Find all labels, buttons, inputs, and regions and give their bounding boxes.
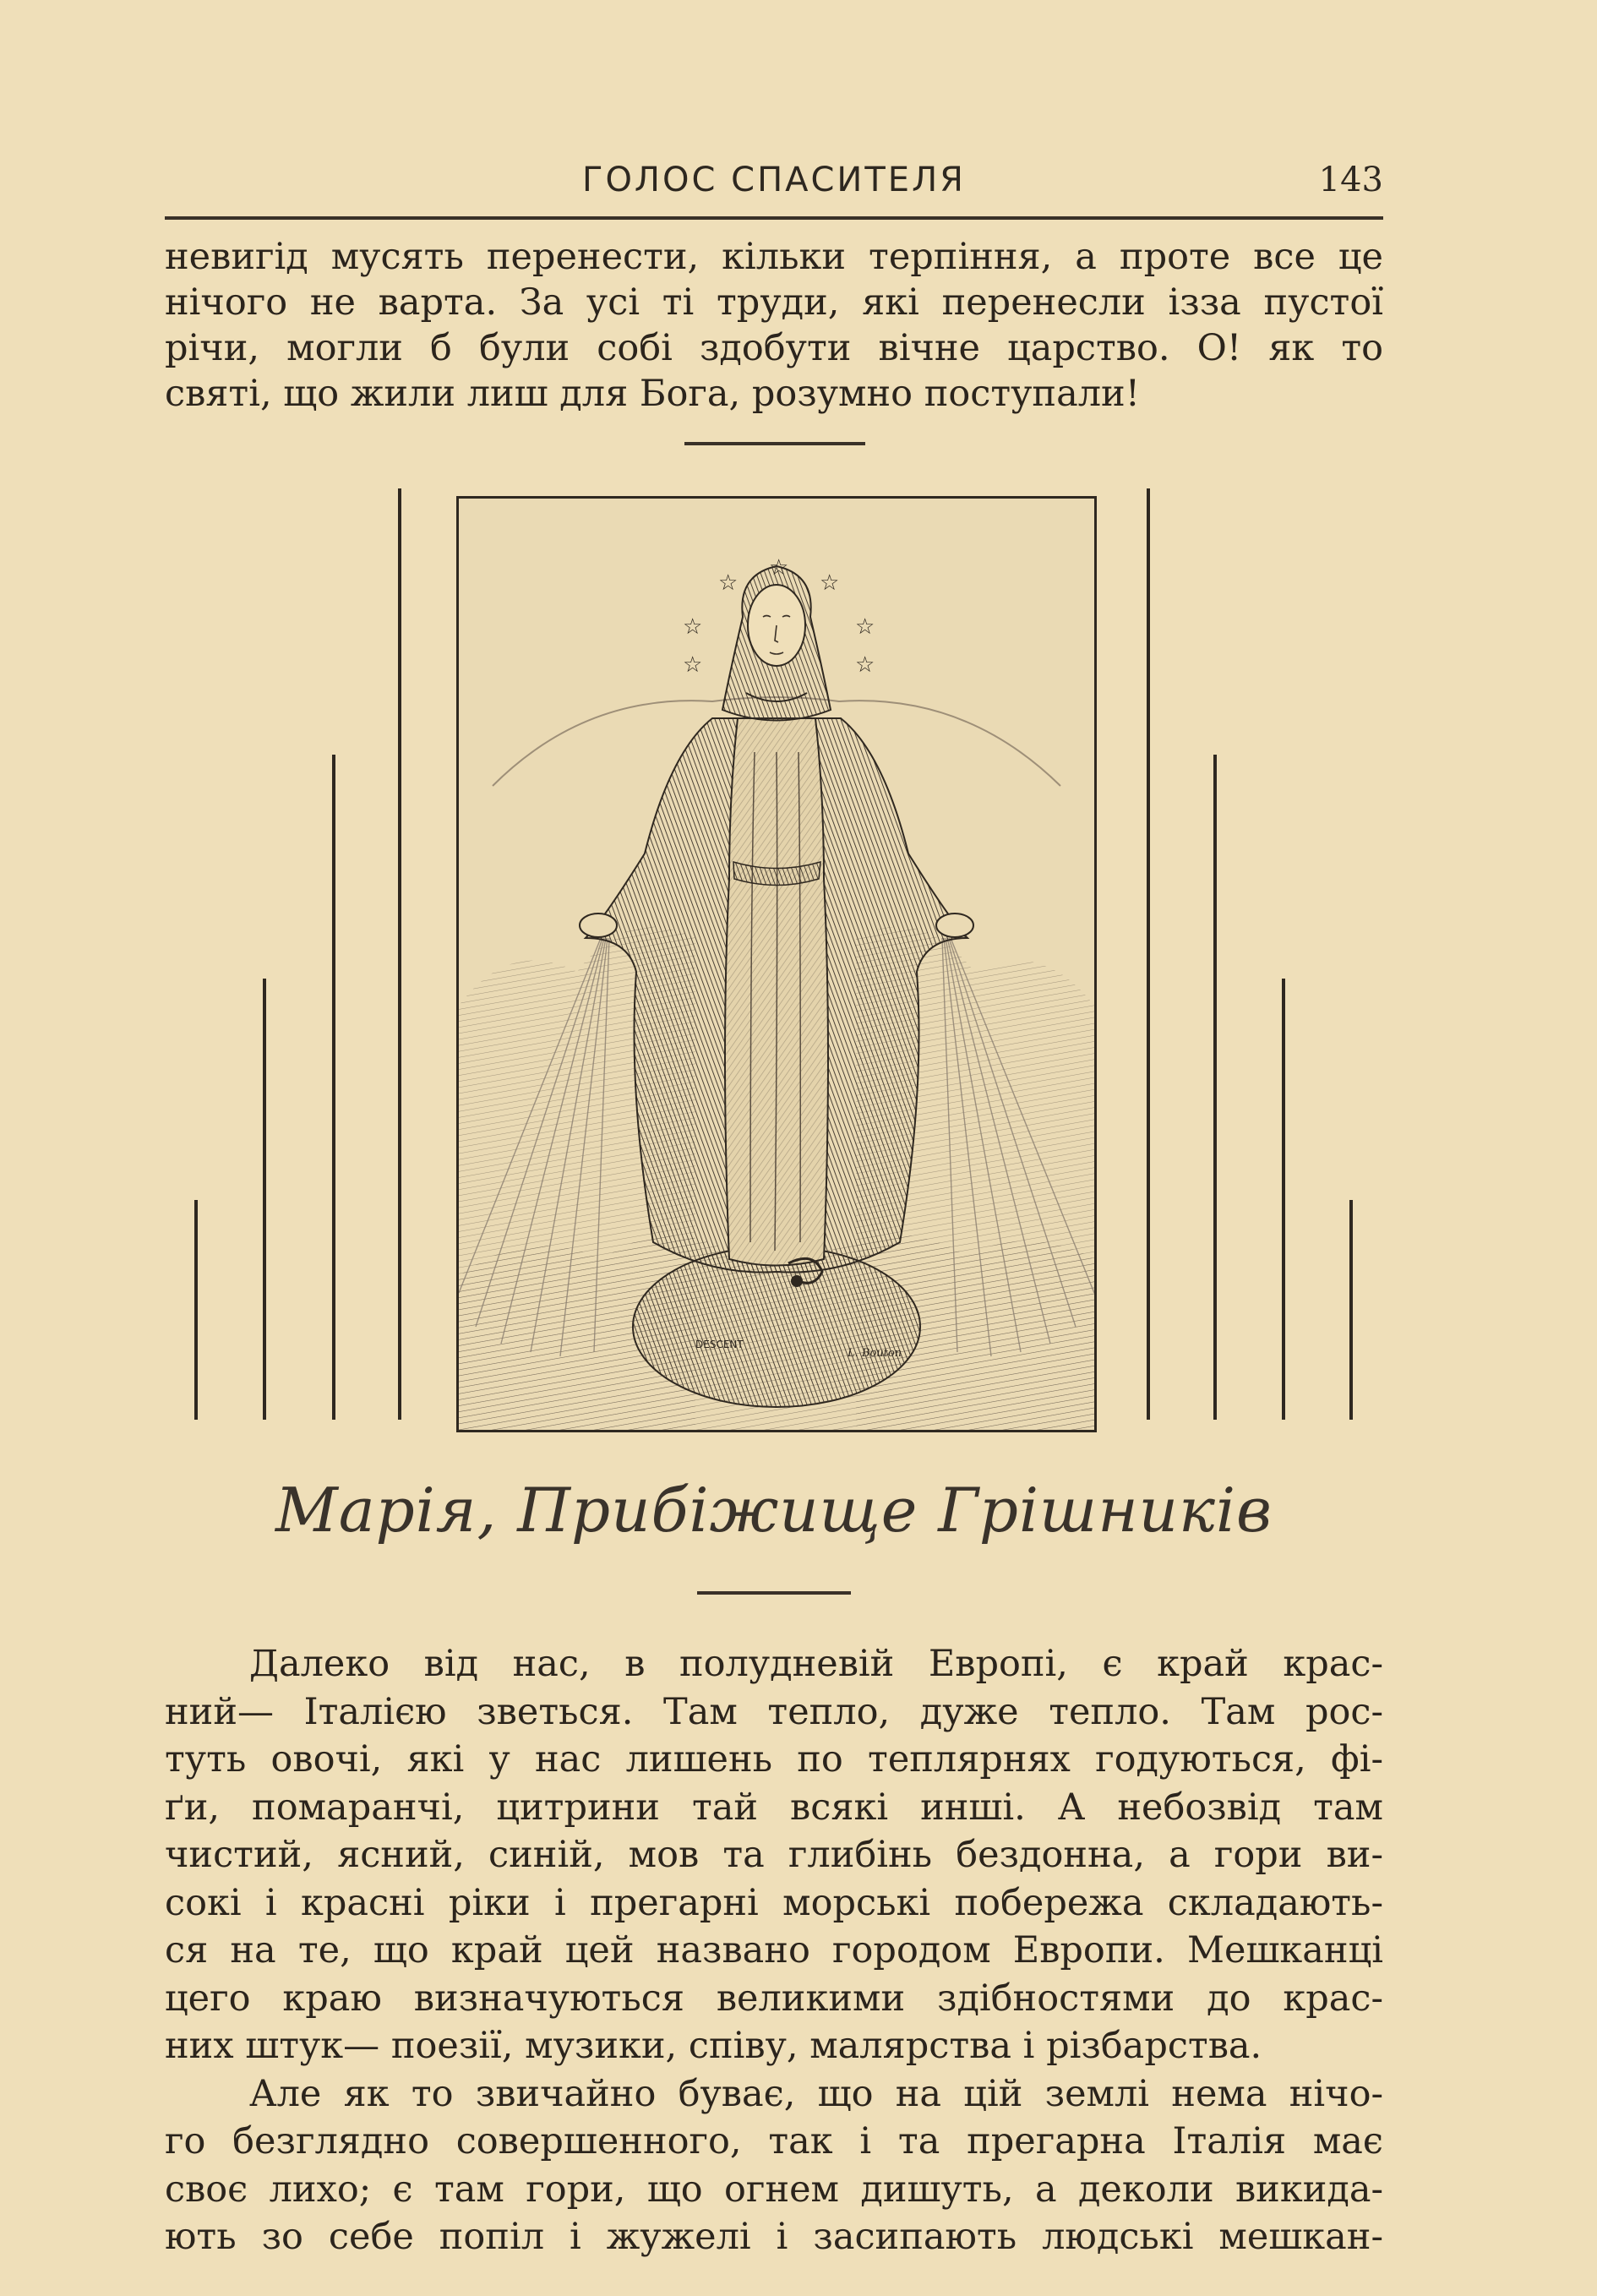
text-line: ють зо себе попіл і жужелі і засипають людські мешкан- [165,2216,1383,2258]
intro-paragraph [165,234,1383,417]
text-line: Далеко від нас, в полудневій Европі, є край крас- [249,1643,1383,1685]
decorative-line [1349,1200,1353,1420]
text-line: нічого не варта. За усі ті труди, які перенесли ізза пустої [165,281,1383,324]
article-body [165,1640,1383,2261]
engraver-signature-left: DESCENT [695,1339,744,1350]
page-number: 143 [1318,161,1383,199]
text-line: Але як то звичайно буває, що на цій землі нема нічо- [249,2072,1383,2115]
decorative-line [332,755,335,1420]
svg-text:☆: ☆ [683,652,703,678]
title-divider [697,1591,851,1595]
text-line: ся на те, що край цей названо городом Европи. Мешканці [165,1929,1383,1972]
text-line: сокі і красні ріки і прегарні морські побережа складають- [165,1881,1383,1924]
svg-text:☆: ☆ [855,652,875,678]
engraver-signature-right: L. Bouton [848,1347,902,1360]
header-rule [165,216,1383,220]
svg-text:☆: ☆ [820,570,840,596]
running-title: ГОЛОС СПАСИТЕЛЯ [582,161,966,199]
text-line: го безглядно совершенного, так і та прегарна Італія має [165,2120,1383,2162]
text-line: невигід мусять перенести, кільки терпіння, а проте все це [165,236,1383,278]
virgin-mary-engraving [459,499,1094,1430]
text-line: своє лихо; є там гори, що огнем дишуть, а деколи викида- [165,2168,1383,2211]
text-line: ґи, помаранчі, цитрини тай всякі инші. А небозвід там [165,1786,1383,1829]
svg-text:☆: ☆ [855,614,875,640]
svg-text:☆: ☆ [769,555,789,581]
text-line: туть овочі, які у нас лишень по теплярнях годуються, фі- [165,1738,1383,1781]
svg-text:☆: ☆ [683,614,703,640]
text-line: них штук— поезії, музики, співу, малярства і різбарства. [165,2025,1262,2067]
decorative-line [1147,488,1150,1420]
text-line: річи, могли б були собі здобути вічне царство. О! як то [165,327,1383,369]
section-divider [684,442,865,445]
article-title: Марія, Прибіжище Грішників [275,1475,1273,1546]
decorative-line [398,488,401,1420]
decorative-line [263,979,266,1420]
text-line: чистий, ясний, синій, мов та глибінь бездонна, а гори ви- [165,1834,1383,1876]
text-line: святі, що жили лиш для Бога, розумно поступали! [165,373,1140,415]
decorative-line [1282,979,1285,1420]
decorative-line [194,1200,198,1420]
text-line: цего краю визначуються великими здібностями до крас- [165,1977,1383,2020]
decorative-line [1213,755,1217,1420]
text-line: ний— Італією зветься. Там тепло, дуже тепло. Там рос- [165,1690,1383,1733]
svg-text:☆: ☆ [718,570,739,596]
page-header [165,161,1383,203]
illustration-frame [456,496,1097,1432]
